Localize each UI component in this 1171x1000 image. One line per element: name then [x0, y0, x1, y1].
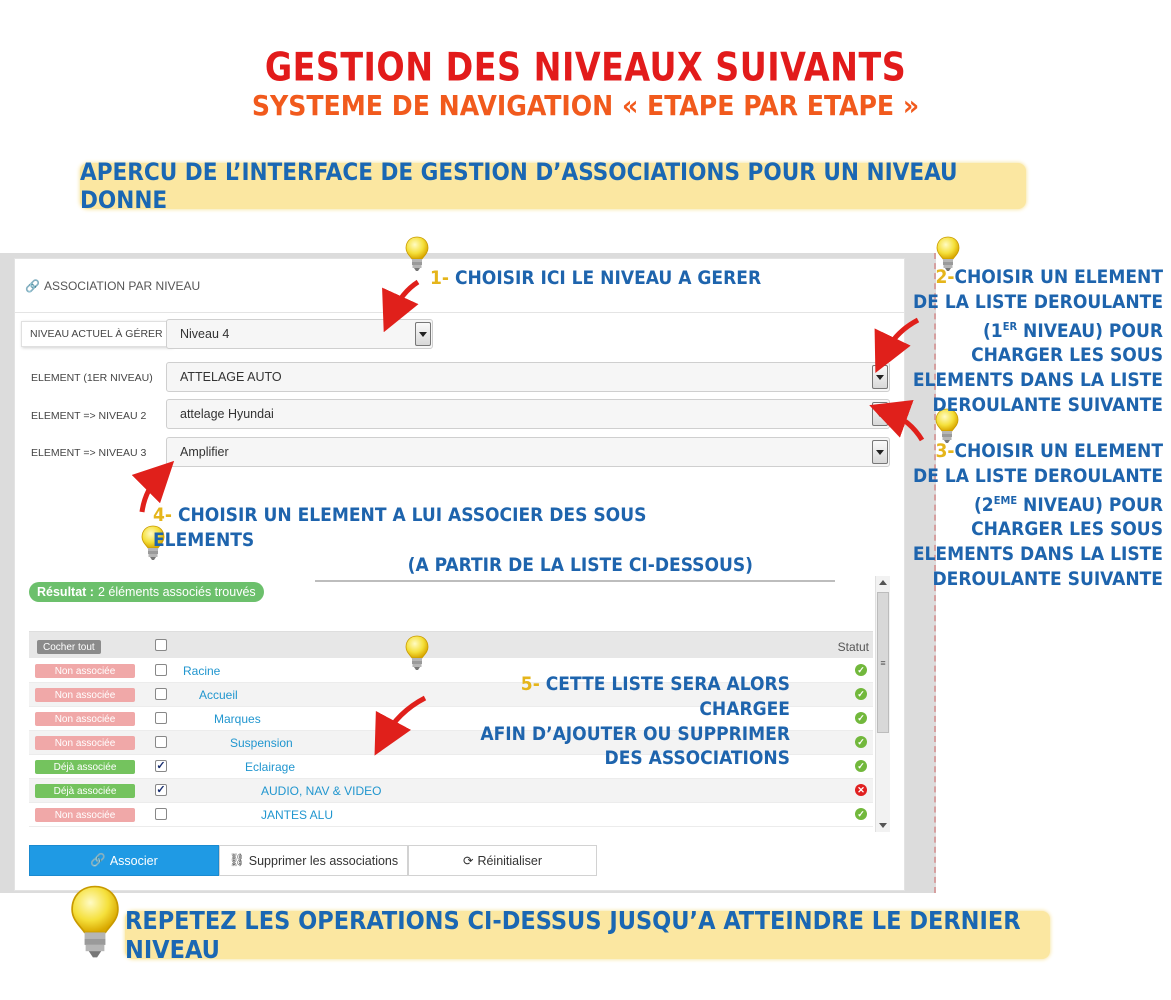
note-line: NIVEAU) POUR: [1017, 319, 1163, 342]
reset-label: Réinitialiser: [477, 853, 543, 868]
note-line: ELEMENTS DANS LA LISTE: [912, 543, 1163, 566]
note-step1: [430, 266, 761, 291]
level1-element-value: ATTELAGE AUTO: [180, 370, 282, 384]
associate-label: Associer: [109, 853, 158, 868]
status-ok-icon: ✓: [855, 664, 867, 676]
note-line: DEROULANTE SUIVANTE: [932, 567, 1163, 590]
lightbulb-icon: [70, 884, 120, 960]
status-ok-icon: ✓: [855, 688, 867, 700]
note-number: 2-: [935, 266, 955, 288]
row-label[interactable]: JANTES ALU: [261, 808, 334, 822]
status-error-icon: ✕: [855, 784, 867, 796]
row-label[interactable]: Suspension: [230, 736, 293, 750]
note-superscript: EME: [993, 493, 1018, 507]
note-line: CHOISIR UN ELEMENT: [954, 440, 1163, 462]
check-all-button[interactable]: Cocher tout: [37, 640, 101, 654]
note-step2: [913, 265, 1163, 418]
current-level-label: NIVEAU ACTUEL À GÉRER: [21, 321, 172, 347]
note-line: DE LA LISTE DEROULANTE: [913, 464, 1163, 487]
result-prefix: Résultat :: [37, 585, 94, 599]
note-line: (2: [974, 493, 994, 516]
level2-element-value: attelage Hyundai: [180, 407, 274, 421]
note-line: DEROULANTE SUIVANTE: [932, 393, 1163, 416]
row-label[interactable]: AUDIO, NAV & VIDEO: [261, 784, 382, 798]
note-step3: [913, 439, 1163, 592]
row-label[interactable]: Eclairage: [245, 760, 296, 774]
note-line: DE LA LISTE DEROULANTE: [913, 290, 1163, 313]
unlink-icon: ⛓: [228, 853, 245, 867]
result-text: 2 éléments associés trouvés: [97, 585, 256, 599]
note-line: (1: [982, 319, 1003, 342]
note-line: CHOISIR UN ELEMENT A LUI ASSOCIER DES SOUS ELEMENTS: [153, 504, 647, 551]
note-number: 3-: [935, 440, 955, 462]
row-label[interactable]: Racine: [183, 664, 221, 678]
note-line: CHOISIR UN ELEMENT: [954, 266, 1163, 288]
scroll-thumb[interactable]: ≡: [877, 592, 889, 733]
lightbulb-icon: [405, 236, 429, 272]
page-subtitle: SYSTEME DE NAVIGATION « ETAPE PAR ETAPE »: [251, 89, 920, 122]
note-line: CHARGER LES SOUS: [971, 344, 1163, 367]
note-step4: [153, 503, 753, 577]
link-icon: 🔗: [25, 278, 40, 293]
status-ok-icon: ✓: [855, 712, 867, 724]
level3-element-value: Amplifier: [180, 445, 229, 459]
association-tag: Déjà associée: [35, 760, 135, 774]
note-line: ELEMENTS DANS LA LISTE: [912, 369, 1163, 392]
repeat-operations-banner: REPETEZ LES OPERATIONS CI-DESSUS JUSQU’A ATTEINDRE LE DERNIER NIVEAU: [125, 911, 1050, 959]
row-label[interactable]: Marques: [214, 712, 261, 726]
note-text: CHOISIR ICI LE NIVEAU A GERER: [454, 267, 762, 289]
level3-element-label: ELEMENT => NIVEAU 3: [31, 447, 147, 459]
status-column-header: Statut: [837, 640, 869, 654]
row-checkbox[interactable]: ✓: [156, 784, 166, 796]
row-checkbox[interactable]: ✓: [156, 760, 166, 772]
note-number: 5-: [520, 673, 540, 695]
remove-associations-label: Supprimer les associations: [248, 853, 399, 868]
note-number: 1-: [430, 267, 449, 289]
note-line: (A PARTIR DE LA LISTE CI-DESSOUS): [407, 553, 753, 576]
row-label[interactable]: Accueil: [199, 688, 238, 702]
note-line: DES ASSOCIATIONS: [604, 747, 790, 770]
association-tag: Non associée: [35, 808, 135, 822]
note-line: AFIN D’AJOUTER OU SUPPRIMER: [480, 722, 790, 745]
association-tag: Non associée: [35, 664, 135, 678]
status-ok-icon: ✓: [855, 736, 867, 748]
arrow-step5: [384, 698, 425, 738]
lightbulb-icon: [405, 635, 429, 671]
association-tag: Non associée: [35, 736, 135, 750]
note-line: CETTE LISTE SERA ALORS CHARGEE: [545, 673, 790, 720]
note-superscript: ER: [1002, 319, 1018, 333]
level2-element-label: ELEMENT => NIVEAU 2: [31, 410, 147, 422]
arrow-step1: [392, 282, 418, 314]
current-level-value: Niveau 4: [180, 327, 230, 341]
page-title: GESTION DES NIVEAUX SUIVANTS: [264, 44, 907, 91]
link-icon: 🔗: [90, 853, 106, 867]
note-line: NIVEAU) POUR: [1017, 493, 1163, 516]
association-tag: Déjà associée: [35, 784, 135, 798]
refresh-icon: ⟳: [462, 854, 474, 868]
status-ok-icon: ✓: [855, 808, 867, 820]
interface-preview-banner: APERCU DE L’INTERFACE DE GESTION D’ASSOCIATIONS POUR UN NIVEAU DONNE: [80, 163, 1026, 209]
note-number: 4-: [153, 504, 172, 526]
association-tag: Non associée: [35, 712, 135, 726]
association-tag: Non associée: [35, 688, 135, 702]
status-ok-icon: ✓: [855, 760, 867, 772]
note-step5: [430, 672, 790, 771]
level1-element-label: ELEMENT (1ER NIVEAU): [31, 372, 153, 384]
note-line: CHARGER LES SOUS: [971, 518, 1163, 541]
panel-title: ASSOCIATION PAR NIVEAU: [43, 278, 201, 293]
